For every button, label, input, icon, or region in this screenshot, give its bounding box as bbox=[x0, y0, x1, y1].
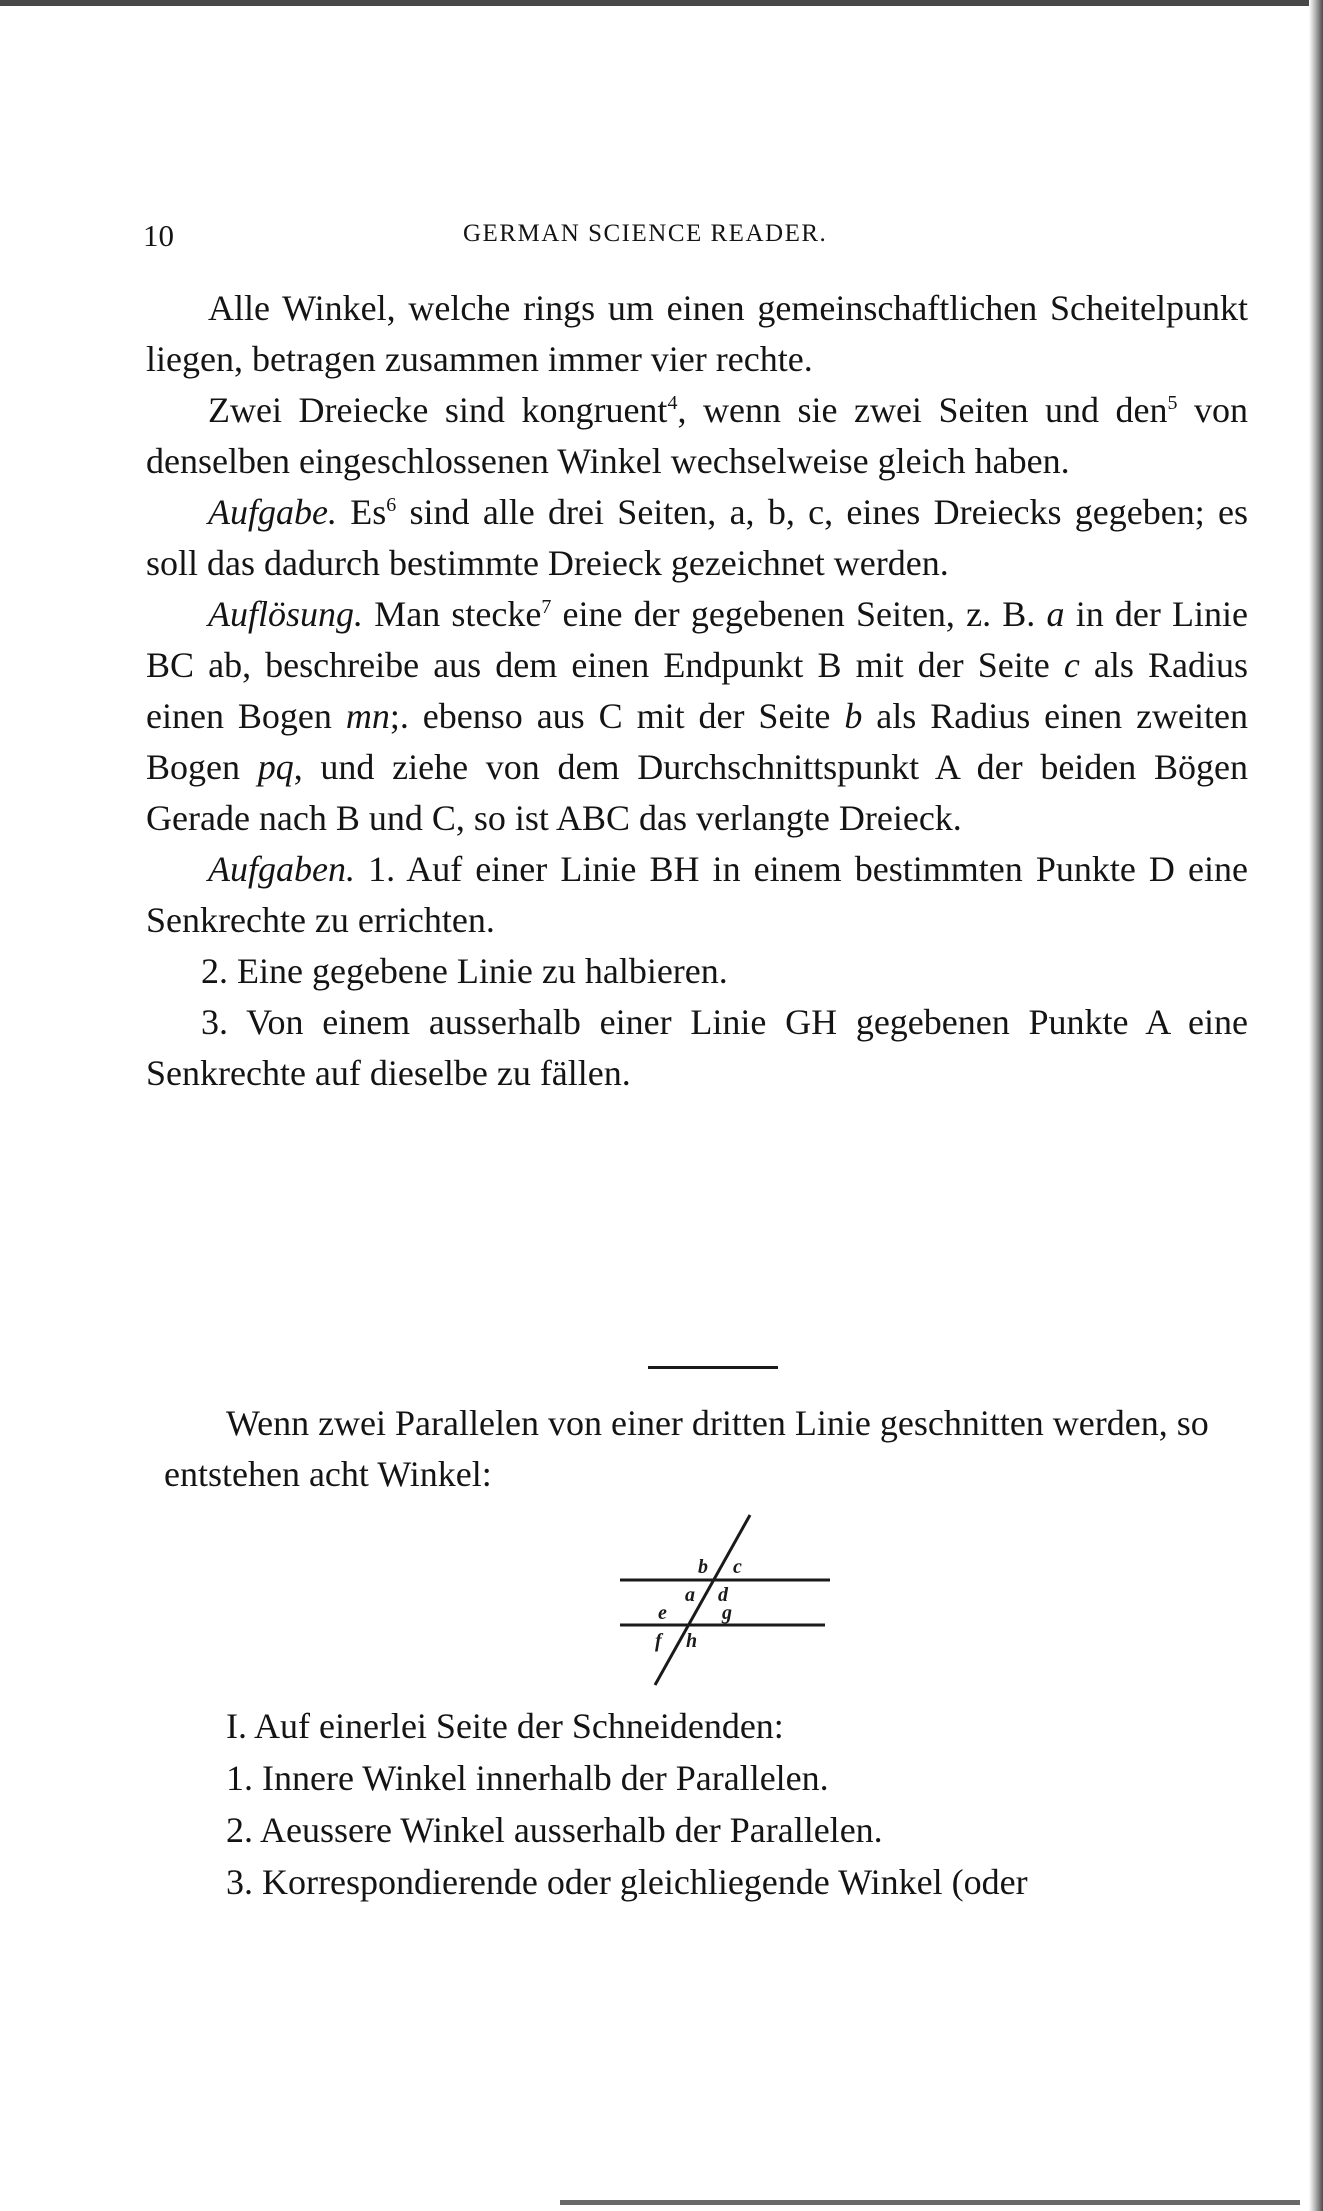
paragraph-text: , wenn sie zwei Seiten und den bbox=[677, 390, 1168, 430]
section-heading: Auflösung. bbox=[208, 594, 364, 634]
paragraph-text: sind alle drei Seiten, a, b, c, eines Dreiecks gegeben; es soll das dadurch bestimmte Dreieck gezeichnet werden. bbox=[146, 492, 1248, 583]
paragraph-text: , und ziehe von dem Durchschnittspunkt A der beiden Bögen Gerade nach B und C, so ist ABC das verlangte Dreieck. bbox=[146, 747, 1248, 838]
running-head: GERMAN SCIENCE READER. bbox=[463, 220, 828, 247]
paragraph-text: 3. Von einem ausserhalb einer Linie GH gegebenen Punkte A eine Senkrechte auf dieselbe zu fällen. bbox=[146, 1002, 1248, 1093]
angle-types-list bbox=[226, 1700, 1266, 1908]
bottom-edge-line bbox=[560, 2200, 1300, 2205]
footnote-marker: 4 bbox=[667, 392, 678, 414]
paragraph-text: 2. Eine gegebene Linie zu halbieren. bbox=[201, 951, 728, 991]
section-heading: Aufgabe. bbox=[208, 492, 337, 532]
variable: mn bbox=[345, 696, 390, 736]
paragraph-text: Wenn zwei Parallelen von einer dritten Linie geschnitten werden, so entstehen acht Winkel: bbox=[164, 1403, 1209, 1494]
transversal-line bbox=[655, 1515, 750, 1685]
angle-label: d bbox=[718, 1584, 728, 1606]
paragraph-text: Alle Winkel, welche rings um einen gemeinschaftlichen Scheitelpunkt liegen, betragen zusammen immer vier rechte. bbox=[146, 288, 1248, 379]
main-text bbox=[146, 283, 1248, 1099]
page-edge-shadow bbox=[1309, 0, 1323, 2211]
angle-label: f bbox=[655, 1630, 662, 1652]
paragraph-text: Man stecke bbox=[363, 594, 542, 634]
variable: a bbox=[1046, 594, 1065, 634]
variable: pq bbox=[257, 747, 294, 787]
list-item: 2. Aeussere Winkel ausserhalb der Parallelen. bbox=[226, 1810, 883, 1850]
paragraph-winkel-sum bbox=[146, 283, 1248, 385]
angle-label: g bbox=[722, 1602, 732, 1624]
list-item: 3. Korrespondierende oder gleichliegende Winkel (oder bbox=[226, 1862, 1028, 1902]
paragraph-aufgaben bbox=[146, 844, 1248, 946]
paragraph-kongruent bbox=[146, 385, 1248, 487]
paragraph-text: Zwei Dreiecke sind kongruent bbox=[208, 390, 668, 430]
paragraph-parallels bbox=[164, 1398, 1259, 1500]
page-header bbox=[143, 218, 1253, 258]
footnote-marker: 5 bbox=[1167, 392, 1178, 414]
section-heading: Aufgaben. bbox=[208, 849, 355, 889]
paragraph-text: Es bbox=[336, 492, 387, 532]
paragraph-text: ;. ebenso aus C mit der Seite bbox=[389, 696, 845, 736]
list-item: 1. Innere Winkel innerhalb der Parallelen. bbox=[226, 1758, 829, 1798]
parallel-lines-figure bbox=[600, 1505, 860, 1695]
angle-label: a bbox=[685, 1584, 695, 1606]
paragraph-task-3 bbox=[146, 997, 1248, 1099]
variable: b bbox=[844, 696, 863, 736]
angle-label: h bbox=[686, 1630, 698, 1652]
paragraph-text: als Radius einen Bogen bbox=[146, 645, 1248, 736]
footnote-marker: 7 bbox=[541, 596, 552, 618]
angle-label: e bbox=[658, 1602, 667, 1624]
paragraph-text: von denselben eingeschlossenen Winkel wechselweise gleich haben. bbox=[146, 390, 1249, 481]
angle-label: c bbox=[733, 1556, 742, 1578]
paragraph-text: eine der gegebenen Seiten, z. B. bbox=[551, 594, 1047, 634]
paragraph-aufgabe bbox=[146, 487, 1248, 589]
page-number: 10 bbox=[143, 218, 174, 253]
parallels-intro bbox=[164, 1398, 1259, 1500]
variable: c bbox=[1063, 645, 1080, 685]
list-item: I. Auf einerlei Seite der Schneidenden: bbox=[226, 1706, 784, 1746]
paragraph-aufloesung bbox=[146, 589, 1248, 844]
paragraph-task-2 bbox=[146, 946, 1248, 997]
section-divider bbox=[648, 1366, 778, 1369]
paragraph-text: 1. Auf einer Linie BH in einem bestimmten Punkte D eine Senkrechte zu errichten. bbox=[146, 849, 1248, 940]
footnote-marker: 6 bbox=[386, 494, 397, 516]
paragraph-text: als Radius einen zweiten Bogen bbox=[146, 696, 1249, 787]
top-edge-line bbox=[0, 0, 1323, 6]
angle-label: b bbox=[698, 1556, 708, 1578]
paragraph-text: in der Linie BC ab, beschreibe aus dem einen Endpunkt B mit der Seite bbox=[146, 594, 1249, 685]
